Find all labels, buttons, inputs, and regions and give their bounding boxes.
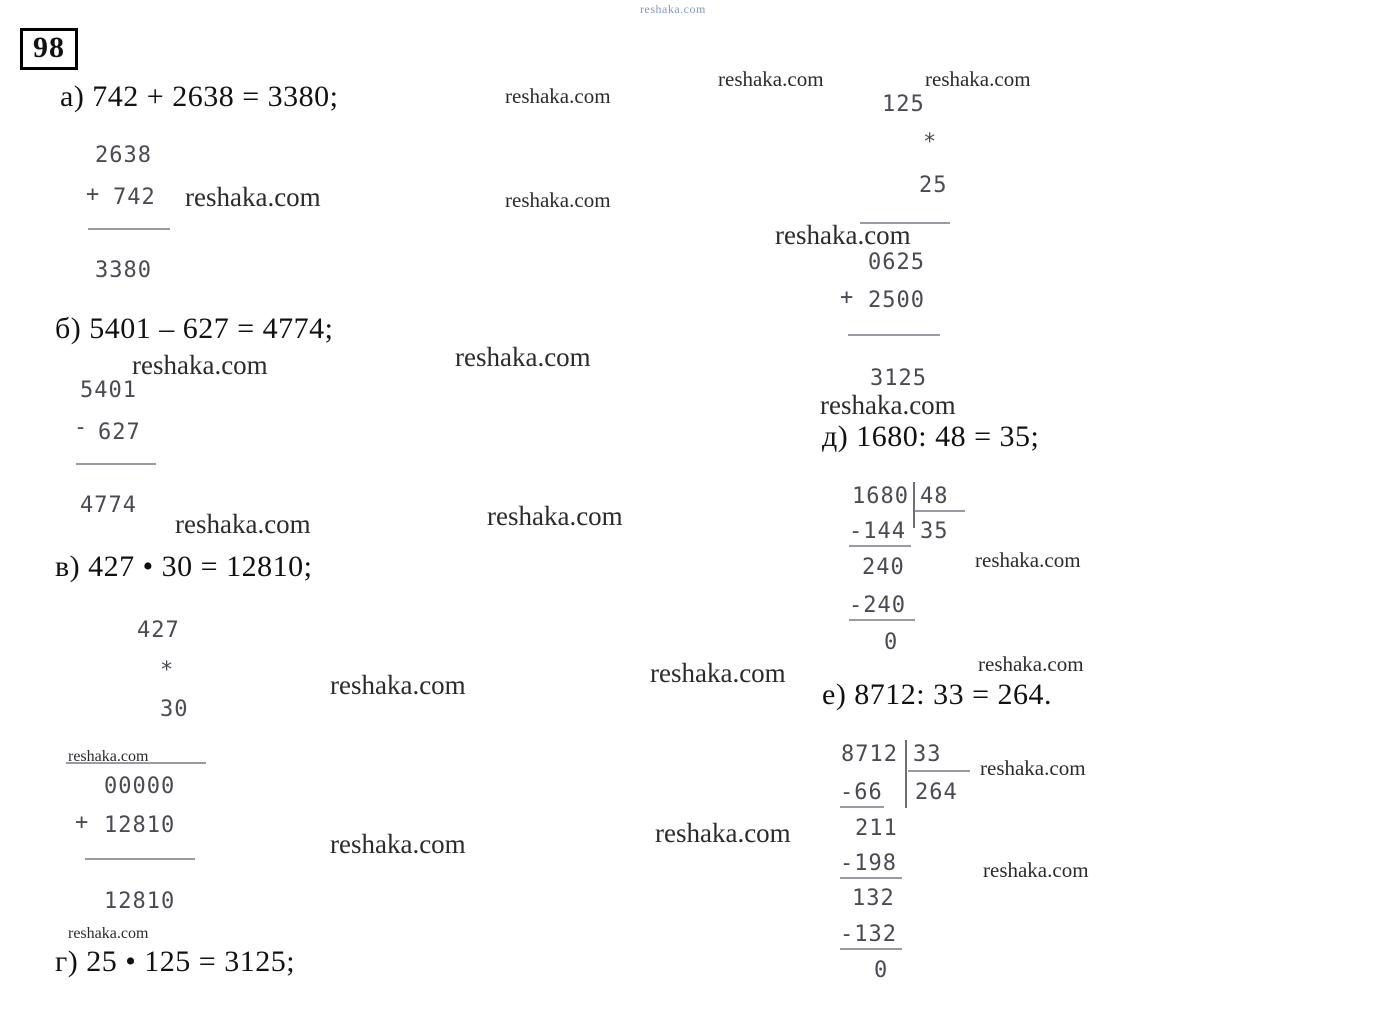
part-d-step-3: -240	[849, 593, 906, 618]
watermark: reshaka.com	[925, 67, 1031, 91]
part-e-step-2: 211	[855, 816, 898, 841]
part-v-rule-top	[66, 762, 206, 764]
part-e-step-6: 0	[874, 958, 889, 983]
part-e-step-rule-1	[840, 806, 884, 808]
part-g-plus: +	[840, 285, 855, 310]
part-b-operand2: 627	[98, 420, 141, 445]
watermark: reshaka.com	[330, 670, 466, 700]
part-a-result: 3380	[95, 258, 152, 283]
watermark: reshaka.com	[185, 182, 321, 212]
watermark: reshaka.com	[975, 548, 1081, 572]
part-d-step-4: 0	[884, 630, 899, 655]
part-v-result: 12810	[104, 889, 176, 914]
part-a-operator: +	[86, 182, 101, 207]
part-b-rule	[76, 463, 156, 465]
part-a-statement: а) 742 + 2638 = 3380;	[60, 80, 339, 113]
watermark: reshaka.com	[455, 342, 591, 372]
watermark: reshaka.com	[655, 818, 791, 848]
watermark: reshaka.com	[487, 501, 623, 531]
part-e-step-5: -132	[840, 922, 897, 947]
part-b-statement: б) 5401 – 627 = 4774;	[55, 312, 334, 345]
watermark: reshaka.com	[820, 390, 956, 420]
part-e-divisor: 33	[913, 742, 942, 767]
part-d-step-rule-2	[849, 619, 915, 621]
part-e-step-1: -66	[840, 780, 883, 805]
part-e-statement: е) 8712: 33 = 264.	[822, 678, 1053, 711]
part-v-statement: в) 427 • 30 = 12810;	[55, 550, 313, 583]
part-g-operator: *	[923, 130, 938, 155]
part-v-rule-bottom	[85, 858, 195, 860]
part-a-operand1: 2638	[95, 143, 152, 168]
part-g-statement: г) 25 • 125 = 3125;	[55, 945, 296, 978]
part-b-result: 4774	[80, 493, 137, 518]
watermark: reshaka.com	[980, 756, 1086, 780]
part-g-rule-bottom	[848, 334, 940, 336]
part-a-rule	[88, 228, 170, 230]
part-e-divider-vertical	[905, 740, 907, 808]
watermark: reshaka.com	[505, 84, 611, 108]
part-v-operand1: 427	[137, 618, 180, 643]
part-d-step-rule-1	[849, 545, 911, 547]
watermark: reshaka.com	[330, 829, 466, 859]
part-d-step-1: -144	[849, 519, 906, 544]
watermark: reshaka.com	[175, 509, 311, 539]
part-e-step-3: -198	[840, 851, 897, 876]
part-d-divisor: 48	[920, 484, 949, 509]
part-e-quotient: 264	[915, 780, 958, 805]
part-e-step-rule-2	[840, 877, 902, 879]
watermark: reshaka.com	[718, 67, 824, 91]
watermark: reshaka.com	[978, 652, 1084, 676]
part-g-operand2: 25	[919, 173, 948, 198]
watermark: reshaka.com	[650, 658, 786, 688]
part-e-dividend: 8712	[841, 742, 898, 767]
watermark: reshaka.com	[775, 220, 911, 250]
part-d-divider-vertical	[913, 482, 915, 528]
part-d-step-2: 240	[862, 555, 905, 580]
part-g-partial2: 2500	[868, 288, 925, 313]
watermark: reshaka.com	[983, 858, 1089, 882]
watermark: reshaka.com	[640, 2, 706, 16]
part-v-partial2: 12810	[104, 813, 176, 838]
part-g-partial1: 0625	[868, 250, 925, 275]
part-d-statement: д) 1680: 48 = 35;	[822, 420, 1040, 453]
part-b-operator: -	[74, 415, 89, 440]
watermark: reshaka.com	[505, 188, 611, 212]
part-v-operator: *	[160, 658, 175, 683]
part-v-plus: +	[75, 810, 90, 835]
part-d-divider-horizontal	[915, 510, 965, 512]
watermark: reshaka.com	[132, 350, 268, 380]
part-g-rule-top	[860, 222, 950, 224]
watermark: reshaka.com	[68, 925, 149, 942]
part-e-step-rule-3	[840, 948, 902, 950]
part-b-operand1: 5401	[80, 378, 137, 403]
part-d-dividend: 1680	[852, 484, 909, 509]
part-g-result: 3125	[870, 366, 927, 391]
part-e-divider-horizontal	[908, 770, 970, 772]
part-e-step-4: 132	[852, 886, 895, 911]
part-d-quotient: 35	[920, 519, 949, 544]
exercise-number: 98	[20, 28, 78, 70]
part-v-operand2: 30	[160, 697, 189, 722]
part-a-operand2: 742	[113, 185, 156, 210]
part-v-partial1: 00000	[104, 774, 176, 799]
watermark: reshaka.com	[68, 748, 149, 765]
part-g-operand1: 125	[882, 92, 925, 117]
